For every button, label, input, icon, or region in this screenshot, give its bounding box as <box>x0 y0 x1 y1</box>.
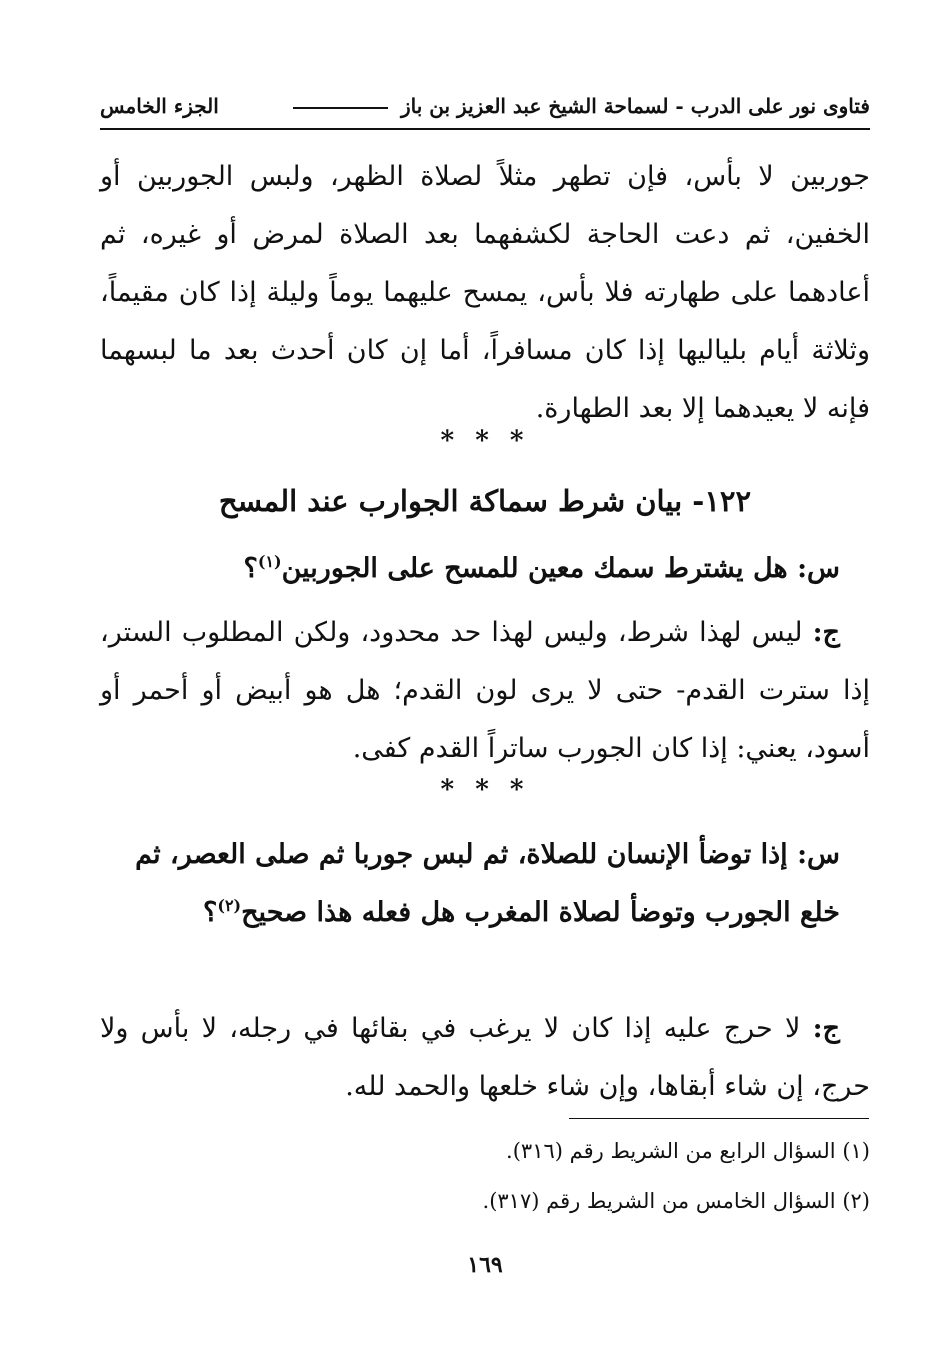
header-dash-line <box>293 107 388 109</box>
question-text: إذا توضأ الإنسان للصلاة، ثم لبس جوربا ثم صلى العصر، ثم خلع الجورب وتوضأ لصلاة المغرب هل فعله هذا صحيح <box>135 839 840 928</box>
question-label: س: <box>797 553 840 584</box>
header-separator: - <box>668 94 691 118</box>
footnote-1: (١) السؤال الرابع من الشريط رقم (٣١٦). <box>506 1139 870 1163</box>
header-book-title: فتاوى نور على الدرب <box>690 94 870 118</box>
answer-1 <box>100 604 870 778</box>
footnotes <box>100 1126 870 1226</box>
answer-label: ج: <box>812 617 840 648</box>
header-author: لسماحة الشيخ عبد العزيز بن باز <box>401 94 669 118</box>
header-volume: الجزء الخامس <box>100 94 219 118</box>
section-separator: * * * <box>440 426 530 456</box>
question-2 <box>100 826 870 942</box>
question-text: هل يشترط سمك معين للمسح على الجوربين <box>281 553 788 584</box>
paragraph-continuation: جوربين لا بأس، فإن تطهر مثلاً لصلاة الظهر، ولبس الجوربين أو الخفين، ثم دعت الحاجة لكشفهما بعد الصلاة لمرض أو غيره، ثم أعادهما على طهارته فلا بأس، يمسح عليهما يوماً وليلة إذا كان مقيماً، وثلاثة أيام بلياليها إذا كان مسافراً، أما إن كان أحدث بعد ما لبسهما فإنه لا يعيدهما إلا بعد الطهارة. <box>100 161 870 424</box>
running-header <box>100 88 870 124</box>
question-1 <box>100 540 870 598</box>
answer-text: لا حرج عليه إذا كان لا يرغب في بقائها في رجله، لا بأس ولا حرج، إن شاء أبقاها، وإن شاء خلعها والحمد لله. <box>100 1013 870 1102</box>
footnote-ref-2: (٢) <box>217 896 242 915</box>
footnote-2: (٢) السؤال الخامس من الشريط رقم (٣١٧). <box>482 1189 870 1213</box>
answer-label: ج: <box>812 1013 840 1044</box>
section-title: ١٢٢- بيان شرط سماكة الجوارب عند المسح <box>218 484 752 518</box>
header-book-author <box>287 88 870 124</box>
answer-2 <box>100 1000 870 1116</box>
question-label: س: <box>797 839 840 870</box>
page-number: ١٦٩ <box>467 1252 503 1278</box>
footnote-ref-1: (١) <box>257 552 282 571</box>
answer-text: ليس لهذا شرط، وليس لهذا حد محدود، ولكن المطلوب الستر، إذا سترت القدم- حتى لا يرى لون القدم؛ هل هو أبيض أو أحمر أو أسود، يعني: إذا كان الجورب ساتراً القدم كفى. <box>100 617 870 764</box>
question-mark: ؟ <box>243 553 258 584</box>
section-separator: * * * <box>440 775 530 805</box>
header-rule <box>100 128 870 130</box>
question-mark: ؟ <box>203 897 218 928</box>
footnote-rule <box>569 1118 869 1119</box>
